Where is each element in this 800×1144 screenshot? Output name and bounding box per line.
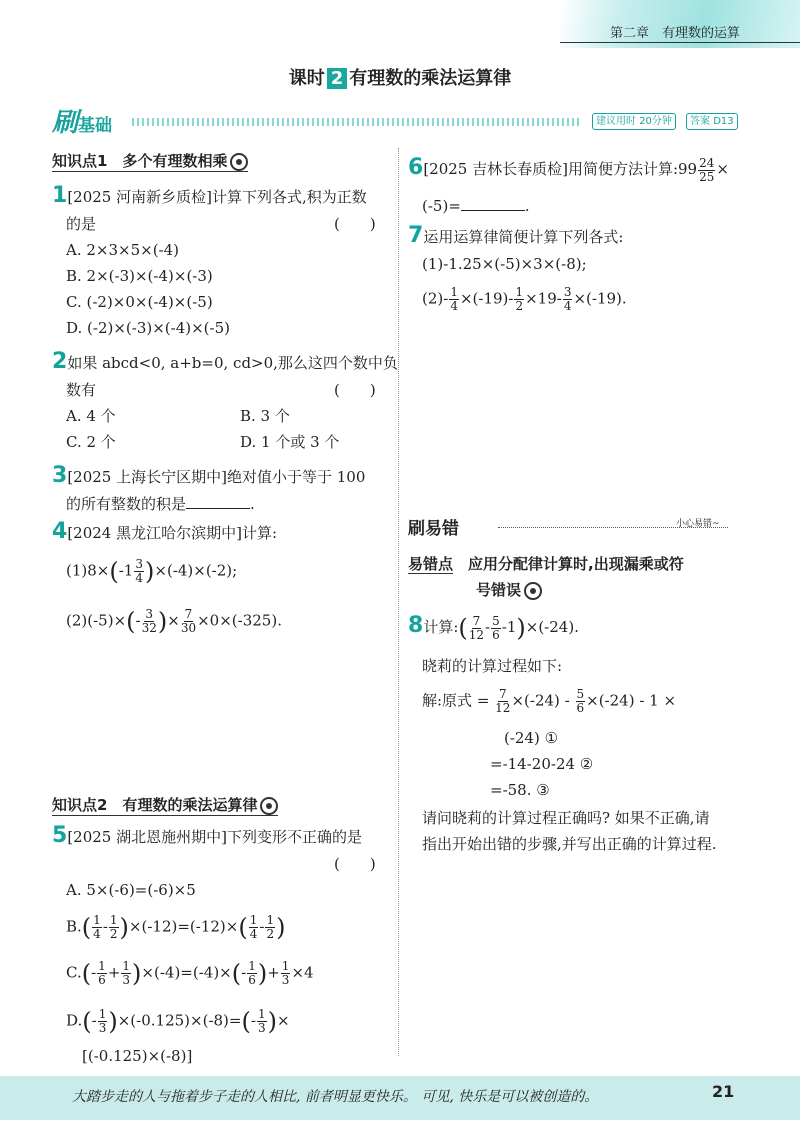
title-text: 有理数的乘法运算律: [349, 68, 512, 89]
time-label: 建议用时: [596, 116, 636, 127]
q3-number: 3: [52, 463, 68, 488]
numerator: 1: [122, 959, 131, 973]
q1-option-d: D. (-2)×(-3)×(-4)×(-5): [66, 319, 230, 337]
numerator: 7: [498, 687, 507, 701]
kp1-title: 知识点1 多个有理数相乘: [52, 152, 228, 170]
q8-stem-c: ×(-24).: [525, 618, 579, 636]
q4-p2-fraction-1: [142, 608, 157, 635]
q5-c-label: C.: [66, 963, 82, 982]
q8-solution-line2: (-24) ①: [504, 729, 559, 747]
column-divider: [398, 148, 399, 1056]
denominator: 4: [450, 299, 458, 313]
paren-open: (: [81, 913, 92, 942]
numerator: 1: [249, 913, 258, 927]
q8-sol-c: ×(-24) - 1 ×: [586, 691, 677, 710]
fraction: [449, 286, 459, 313]
q5-d-mid: ×(-0.125)×(-8)=: [117, 1011, 242, 1030]
denominator: 2: [266, 927, 275, 941]
numerator: 1: [281, 959, 290, 973]
denominator: 4: [135, 571, 143, 585]
q5-c-mid: ×(-4)=(-4)×: [141, 963, 232, 982]
numerator: 5: [576, 687, 585, 701]
numerator: 1: [109, 913, 118, 927]
q2-option-c: C. 2 个: [66, 433, 116, 451]
q6-fraction: [698, 157, 715, 184]
q7-p2-a: (2)-: [422, 289, 449, 308]
q1-option-c: C. (-2)×0×(-4)×(-5): [66, 293, 213, 311]
fraction: [514, 286, 524, 313]
q7-p2-c: ×19-: [525, 289, 562, 308]
q7-part2: [422, 286, 627, 313]
fraction: [109, 914, 119, 941]
denominator: 6: [98, 973, 106, 987]
question-7: [408, 224, 623, 249]
denominator: 30: [180, 621, 197, 635]
q8-number: 8: [408, 613, 424, 638]
paren-open: (: [81, 959, 92, 988]
denominator: 6: [492, 627, 500, 642]
denominator: 6: [576, 701, 585, 715]
numerator: 3: [145, 607, 154, 621]
question-5: [52, 824, 362, 849]
denominator: 25: [699, 169, 715, 184]
err-tag: 小心易错~: [676, 519, 720, 529]
numerator: 1: [450, 285, 458, 299]
fraction: [469, 615, 484, 642]
q1-number: 1: [52, 183, 68, 208]
paren-close: ): [108, 1007, 118, 1036]
knowledge-point-2: [52, 794, 278, 816]
chapter-label: 第二章 有理数的运算: [609, 26, 740, 41]
fraction: [576, 688, 586, 715]
fraction: [265, 914, 275, 941]
denominator: 6: [248, 973, 256, 987]
kp2-title: 知识点2 有理数的乘法运算律: [52, 796, 258, 814]
question-1: [52, 184, 367, 209]
fraction: [563, 286, 573, 313]
answer-value: D13: [713, 116, 734, 127]
numerator: 1: [257, 1007, 266, 1021]
q7-stem: 运用运算律简便计算下列各式:: [423, 228, 624, 246]
paren-close: ): [157, 607, 168, 636]
fraction: [249, 914, 259, 941]
numerator: 3: [563, 285, 572, 299]
numerator: 7: [184, 607, 193, 621]
numerator: 1: [98, 959, 106, 973]
error-section-brand: [408, 514, 459, 539]
q2-option-a: A. 4 个: [66, 407, 116, 425]
q5-b-label: B.: [66, 917, 82, 936]
question-6: [408, 156, 729, 184]
question-4: [52, 520, 277, 545]
q1-option-a: A. 2×3×5×(-4): [66, 241, 180, 259]
error-point: [408, 552, 684, 576]
q4-p2-a: (2)(-5)×: [66, 611, 127, 630]
q4-stem: [2024 黑龙江哈尔滨期中]计算:: [67, 524, 278, 542]
brand-big: 刷: [52, 108, 79, 138]
footer-quote: 大踏步走的人与拖着步子走的人相比, 前者明显更快乐。 可见, 快乐是可以被创造的。: [72, 1089, 599, 1105]
target-icon: [524, 582, 542, 600]
paren-open: (: [458, 614, 468, 642]
q6-number: 6: [408, 155, 424, 180]
paren-close: ): [119, 913, 129, 942]
header-rule: [560, 42, 800, 43]
fraction: [281, 960, 291, 987]
q4-p2-d: ×0×(-325).: [197, 611, 282, 630]
q5-option-c: C.(- $\frac{1}{6}$ + $\frac{1}{3}$ )×(-4)=(-4)×(- $\frac{1}{6}$ )+ $\frac{1}{3}$ ×4: [66, 959, 314, 988]
time-value: 20分钟: [639, 116, 672, 127]
title-number: 2: [327, 68, 348, 89]
question-2: [52, 350, 398, 375]
numerator: 1: [98, 1007, 107, 1021]
err-point-text: 应用分配律计算时,出现漏乘或符: [468, 555, 684, 573]
q6-blank: [461, 194, 525, 211]
q2-option-b: B. 3 个: [240, 407, 290, 425]
err-brand-text: 刷易错: [408, 519, 459, 539]
q5-d-label: D.: [66, 1011, 83, 1030]
paren-close: ): [257, 959, 268, 988]
denominator: 3: [98, 1021, 107, 1035]
q4-p2-b: -: [135, 611, 141, 630]
q8-solution-line3: =-14-20-24 ②: [490, 755, 594, 773]
fraction: [121, 960, 131, 987]
q8-stem-b: -1: [501, 618, 517, 636]
brand-small: 基础: [78, 116, 113, 136]
q4-p1-c: ×(-4)×(-2);: [154, 561, 238, 580]
q7-p2-b: ×(-19)-: [459, 289, 514, 308]
paren-open: (: [241, 1007, 251, 1036]
answer-label: 答案: [690, 116, 710, 127]
numerator: 1: [93, 913, 101, 927]
denominator: 4: [93, 927, 101, 941]
page-number: 21: [712, 1082, 735, 1101]
target-icon: [260, 797, 278, 815]
q5-c-right: ×4: [291, 963, 314, 982]
fraction: [97, 960, 107, 987]
q2-number: 2: [52, 349, 68, 374]
error-point-line2: [476, 578, 542, 602]
paren-close: ): [267, 1007, 277, 1036]
answer-pill: [686, 113, 738, 130]
q4-part1: [66, 558, 237, 585]
denominator: 2: [109, 927, 118, 941]
fraction: [491, 615, 501, 642]
fraction: [257, 1008, 267, 1035]
q5-option-d-line2: [(-0.125)×(-8)]: [82, 1047, 193, 1065]
denominator: 4: [249, 927, 258, 941]
q1-option-b: B. 2×(-3)×(-4)×(-3): [66, 267, 213, 285]
page-title: [0, 64, 800, 90]
denominator: 12: [468, 627, 485, 642]
paren-close: ): [132, 959, 142, 988]
paren-open: (: [82, 1007, 92, 1036]
question-3: [52, 464, 365, 489]
q5-option-a: A. 5×(-6)=(-6)×5: [66, 881, 196, 899]
numerator: 7: [472, 613, 481, 628]
q2-stem-line2: 数有: [66, 381, 97, 399]
denominator: 3: [257, 1021, 266, 1035]
denominator: 4: [563, 299, 572, 313]
q5-number: 5: [52, 823, 68, 848]
q8-sol-a: 解:原式 =: [422, 691, 490, 710]
q7-part1: (1)-1.25×(-5)×3×(-8);: [422, 255, 587, 273]
q5-b-mid: ×(-12)=(-12)×: [128, 917, 239, 936]
q6-line2: [422, 194, 530, 218]
q6-end: .: [524, 197, 530, 215]
denominator: 32: [141, 621, 157, 635]
q8-question-line1: 请问晓莉的计算过程正确吗? 如果不正确,请: [422, 809, 710, 827]
q8-solution-line4: =-58. ③: [490, 781, 550, 799]
q4-p2-c: ×: [167, 611, 180, 630]
q3-stem2: 的所有整数的积是: [66, 495, 187, 513]
q5-answer-bracket: ( ): [334, 855, 376, 873]
paren-open: (: [231, 959, 242, 988]
q4-p2-fraction-2: [181, 608, 196, 635]
section-brand-basic: [52, 102, 112, 139]
q4-number: 4: [52, 519, 68, 544]
q8-intro: 晓莉的计算过程如下:: [422, 657, 563, 675]
err-point-label: 易错点: [408, 555, 454, 573]
numerator: 1: [248, 959, 256, 973]
q2-option-d: D. 1 个或 3 个: [240, 433, 340, 451]
q8-stem-a: 计算:: [423, 618, 459, 636]
q4-part2: [66, 608, 282, 635]
q2-answer-bracket: ( ): [334, 381, 376, 399]
target-icon: [230, 153, 248, 171]
q3-stem: [2025 上海长宁区期中]绝对值小于等于 100: [67, 468, 366, 486]
q1-stem: [2025 河南新乡质检]计算下列各式,积为正数: [67, 188, 367, 206]
denominator: 3: [281, 973, 290, 987]
title-prefix: 课时: [288, 68, 325, 89]
time-pill: [592, 113, 676, 130]
fraction: [98, 1008, 108, 1035]
knowledge-point-1: [52, 150, 248, 172]
q5-stem: [2025 湖北恩施州期中]下列变形不正确的是: [67, 828, 362, 846]
paren-open: (: [238, 913, 248, 942]
numerator: 3: [135, 557, 143, 571]
paren-close: ): [516, 614, 526, 642]
q6-tail: ×: [716, 160, 729, 178]
q4-p1-a: (1)8×: [66, 561, 110, 580]
q6-line2-text: (-5)=: [422, 197, 461, 215]
q5-option-d: D.(- $\frac{1}{3}$ )×(-0.125)×(-8)=(- $\frac{1}{3}$ )×: [66, 1007, 290, 1036]
q8-question-line2: 指出开始出错的步骤,并写出正确的计算过程.: [422, 835, 717, 853]
banner-dashes: [132, 118, 582, 126]
denominator: 12: [495, 701, 511, 715]
q7-p2-d: ×(-19).: [573, 289, 627, 308]
numerator: 24: [699, 155, 715, 170]
q3-line2: [66, 492, 255, 516]
q3-blank: [186, 492, 250, 509]
q1-stem-line2: 的是: [66, 215, 97, 233]
paren-close: ): [276, 913, 286, 942]
numerator: 1: [515, 285, 524, 299]
fraction: [92, 914, 102, 941]
numerator: 1: [266, 913, 275, 927]
denominator: 3: [122, 973, 131, 987]
q2-stem: 如果 abcd<0, a+b=0, cd>0,那么这四个数中负: [67, 354, 398, 372]
paren-close: ): [145, 557, 155, 586]
q4-p1-fraction: [134, 558, 144, 585]
fraction: [495, 688, 510, 715]
paren-open: (: [126, 607, 136, 636]
q8-solution-line1: [422, 688, 676, 715]
q1-answer-bracket: ( ): [334, 215, 376, 233]
q7-number: 7: [408, 223, 424, 248]
denominator: 2: [515, 299, 524, 313]
q4-p1-b: -1: [118, 561, 134, 580]
q5-d-right: ×: [276, 1011, 290, 1030]
fraction: [247, 960, 257, 987]
q6-stem: [2025 吉林长春质检]用简便方法计算:99: [423, 160, 698, 178]
paren-open: (: [109, 557, 119, 586]
question-8: 8计算:( $\frac{7}{12}$ - $\frac{5}{6}$ -1)×(-24).: [408, 613, 579, 642]
numerator: 5: [492, 613, 500, 628]
err-point-text2: 号错误: [476, 581, 522, 599]
q8-sol-b: ×(-24) -: [511, 691, 570, 710]
q3-end: .: [250, 495, 255, 513]
q5-option-b: B.( $\frac{1}{4}$ - $\frac{1}{2}$ )×(-12)=(-12)×( $\frac{1}{4}$ - $\frac{1}{2}$ ): [66, 913, 286, 942]
